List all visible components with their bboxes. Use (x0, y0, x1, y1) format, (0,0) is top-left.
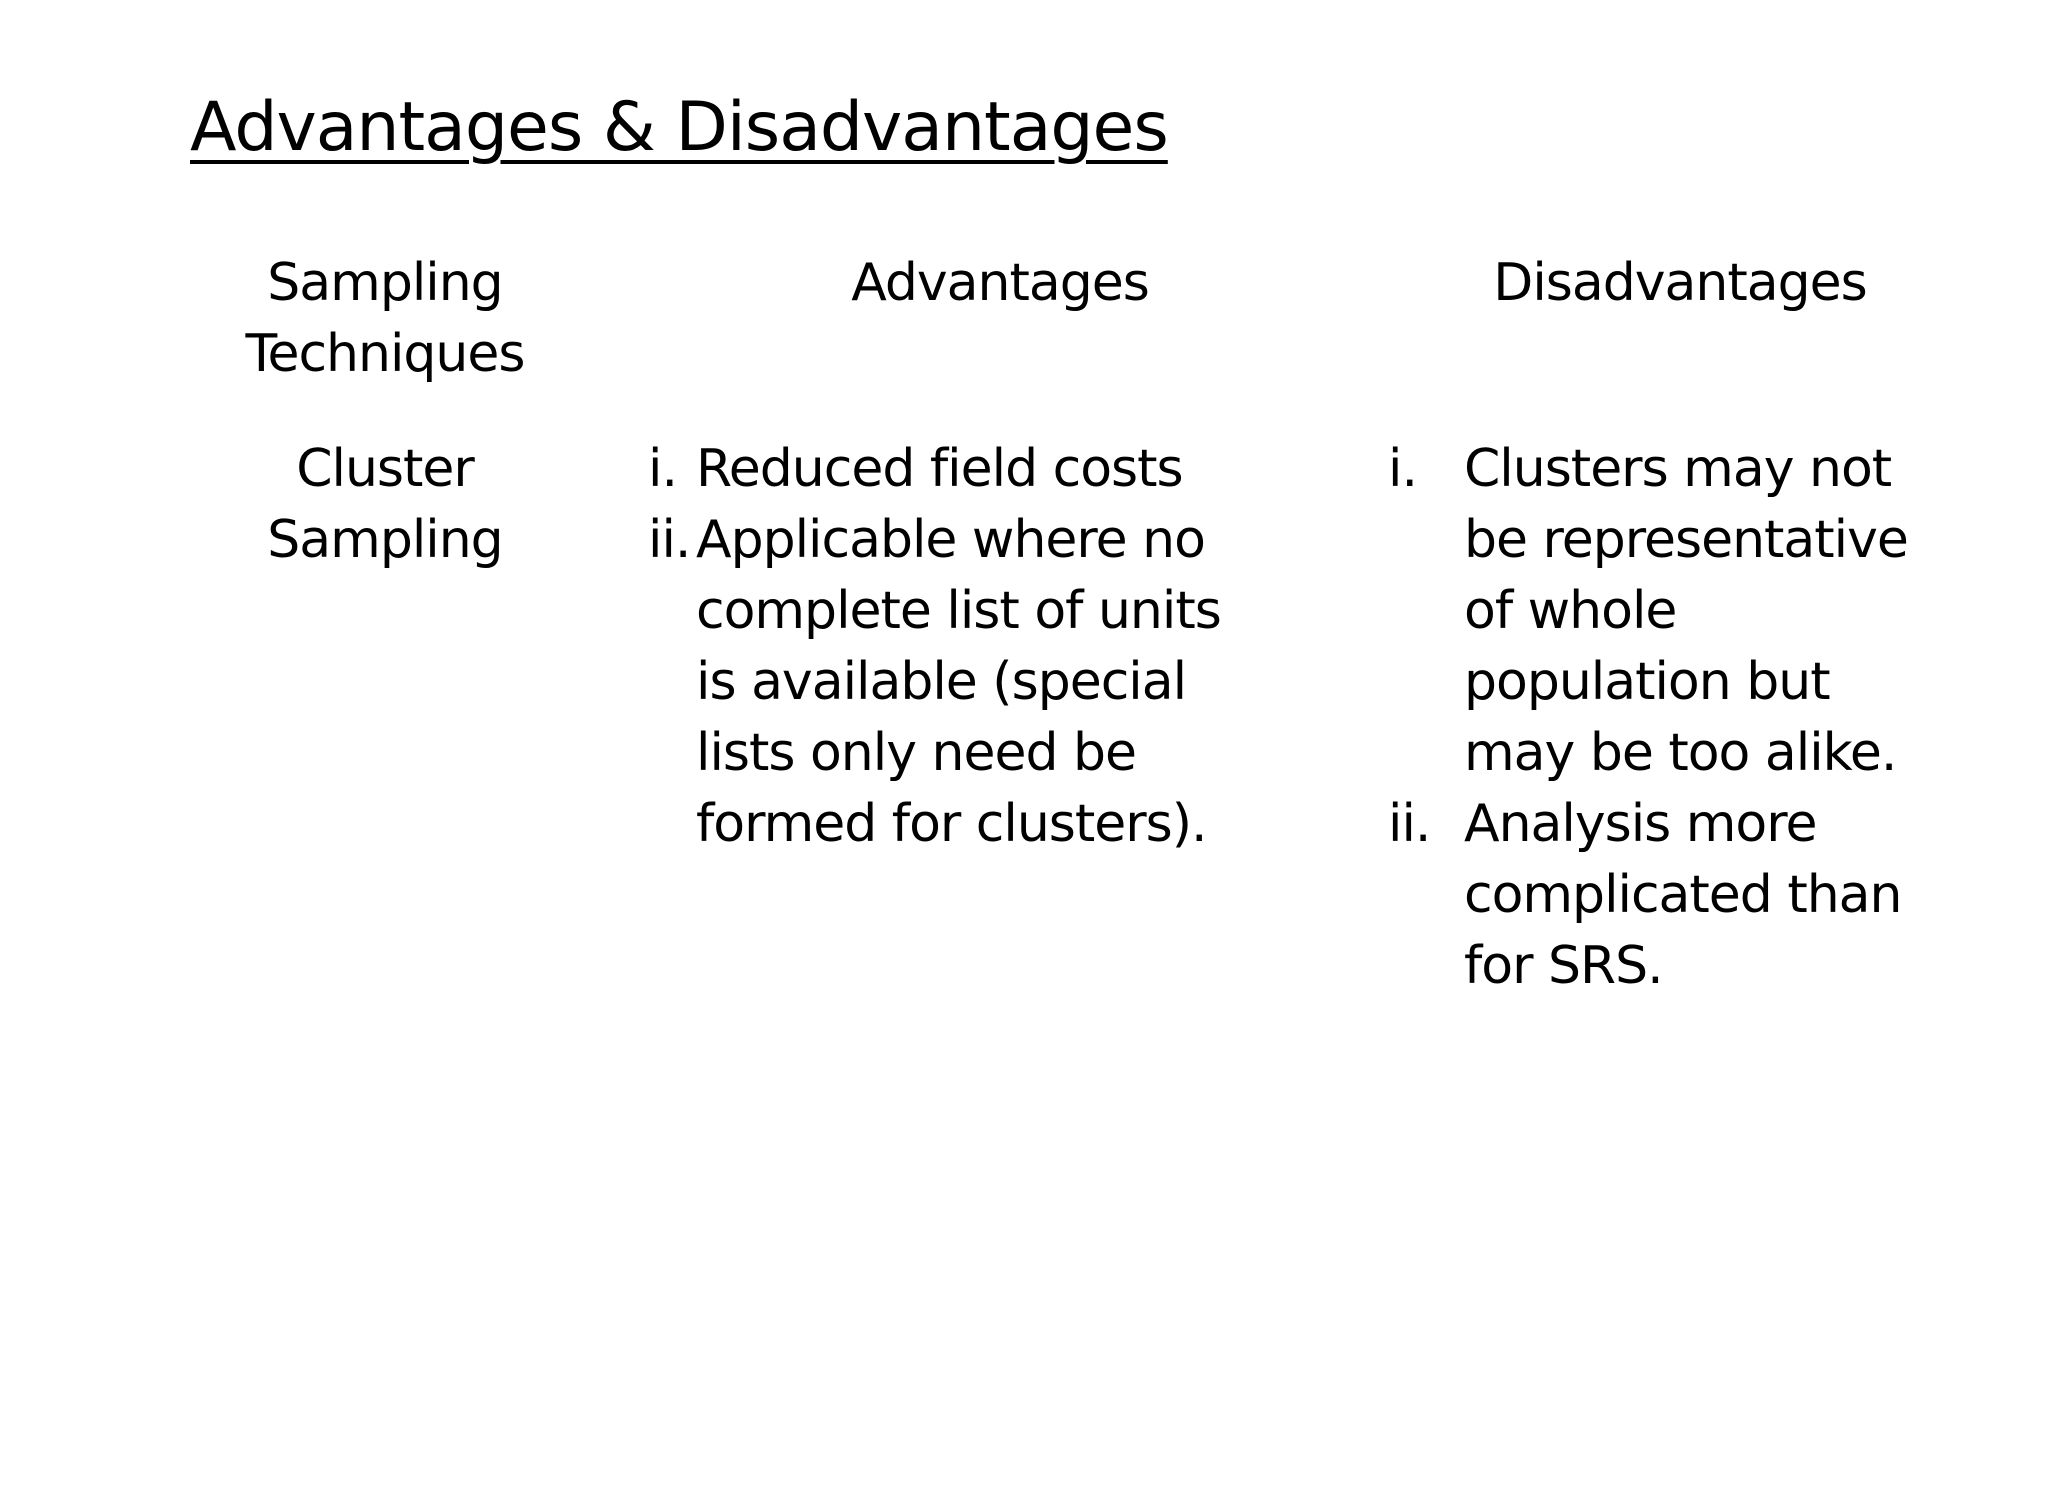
disadvantage-line: Analysis more (1464, 794, 1817, 854)
slide-title: Advantages & Disadvantages (190, 88, 1168, 167)
list-marker: ii. (648, 510, 691, 570)
disadvantage-line: may be too alike. (1464, 723, 1897, 783)
disadvantage-item (1388, 434, 2048, 789)
advantage-line: Reduced field costs (696, 439, 1183, 499)
list-marker: i. (1388, 439, 1417, 499)
disadvantage-line: of whole (1464, 581, 1677, 641)
disadvantage-line: for SRS. (1464, 936, 1663, 996)
disadvantage-line: population but (1464, 652, 1830, 712)
header-sampling-techniques (220, 248, 550, 390)
disadvantage-line: be representative (1464, 510, 1908, 570)
advantage-line: complete list of units (696, 581, 1221, 641)
advantage-line: lists only need be (696, 723, 1136, 783)
disadvantages-list (1388, 434, 2048, 1002)
disadvantage-line: complicated than (1464, 865, 1902, 925)
advantage-line: formed for clusters). (696, 794, 1207, 854)
header-technique-line1: Sampling (267, 253, 503, 313)
technique-line2: Sampling (267, 510, 503, 570)
header-technique-line2: Techniques (245, 324, 525, 384)
advantage-item (648, 434, 1308, 505)
advantage-line: is available (special (696, 652, 1187, 712)
advantage-line: Applicable where no (696, 510, 1205, 570)
advantage-item (648, 505, 1308, 860)
technique-line1: Cluster (296, 439, 474, 499)
advantages-list (648, 434, 1308, 860)
header-disadvantages: Disadvantages (1493, 253, 1867, 313)
list-marker: i. (648, 439, 677, 499)
disadvantage-item (1388, 789, 2048, 1002)
list-marker: ii. (1388, 794, 1431, 854)
technique-cell (220, 434, 550, 576)
header-advantages: Advantages (851, 253, 1149, 313)
disadvantage-line: Clusters may not (1464, 439, 1892, 499)
